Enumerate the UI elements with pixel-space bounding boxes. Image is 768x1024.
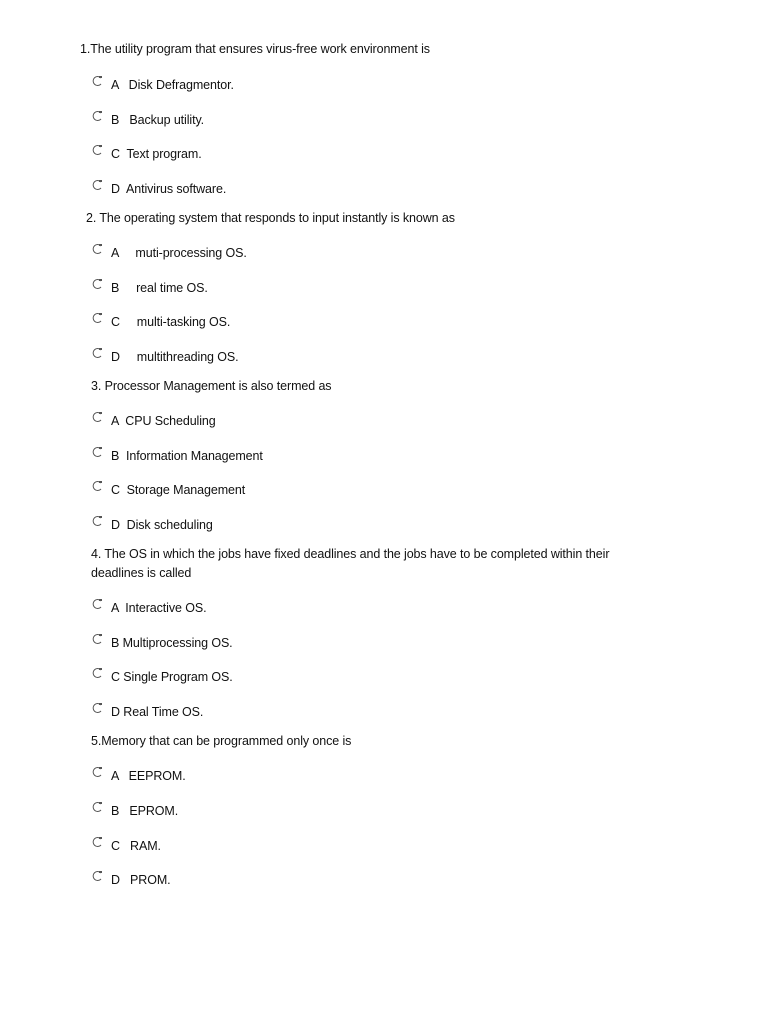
option-label: A muti-processing OS.: [111, 246, 247, 260]
option-label: D multithreading OS.: [111, 350, 239, 364]
radio-icon[interactable]: [91, 110, 103, 122]
radio-icon[interactable]: [91, 278, 103, 290]
option-label: C multi-tasking OS.: [111, 315, 231, 329]
question-3-option-c[interactable]: [91, 481, 245, 499]
question-4-option-c[interactable]: [91, 668, 233, 686]
question-5-option-b[interactable]: [91, 802, 178, 820]
option-label: B EPROM.: [111, 804, 179, 818]
option-label: D PROM.: [111, 873, 171, 887]
radio-icon[interactable]: [91, 515, 103, 527]
option-label: D Real Time OS.: [111, 705, 204, 719]
radio-icon[interactable]: [91, 702, 103, 714]
question-1-option-b[interactable]: [91, 111, 204, 129]
radio-icon[interactable]: [91, 766, 103, 778]
radio-icon[interactable]: [91, 598, 103, 610]
option-label: A CPU Scheduling: [111, 414, 216, 428]
option-label: B Backup utility.: [111, 113, 205, 127]
radio-icon[interactable]: [91, 312, 103, 324]
question-3-text: 3. Processor Management is also termed as: [91, 379, 332, 393]
question-5-option-a[interactable]: [91, 767, 186, 785]
radio-icon[interactable]: [91, 446, 103, 458]
question-1-option-c[interactable]: [91, 145, 202, 163]
radio-icon[interactable]: [91, 75, 103, 87]
option-label: B Information Management: [111, 449, 263, 463]
question-4-option-d[interactable]: [91, 703, 203, 721]
radio-icon[interactable]: [91, 667, 103, 679]
question-1-option-d[interactable]: [91, 180, 226, 198]
option-label: D Antivirus software.: [111, 182, 227, 196]
option-label: A Interactive OS.: [111, 601, 207, 615]
radio-icon[interactable]: [91, 633, 103, 645]
radio-icon[interactable]: [91, 411, 103, 423]
option-label: A Disk Defragmentor.: [111, 78, 234, 92]
question-5-option-c[interactable]: [91, 837, 161, 855]
option-label: B Multiprocessing OS.: [111, 636, 233, 650]
option-label: B real time OS.: [111, 281, 208, 295]
radio-icon[interactable]: [91, 144, 103, 156]
question-2-text: 2. The operating system that responds to input instantly is known as: [86, 211, 455, 225]
radio-icon[interactable]: [91, 179, 103, 191]
radio-icon[interactable]: [91, 870, 103, 882]
option-label: C Single Program OS.: [111, 670, 233, 684]
question-3-option-b[interactable]: [91, 447, 263, 465]
question-2-option-d[interactable]: [91, 348, 239, 366]
option-label: A EEPROM.: [111, 769, 186, 783]
radio-icon[interactable]: [91, 836, 103, 848]
question-2-option-a[interactable]: [91, 244, 247, 262]
question-2-option-b[interactable]: [91, 279, 208, 297]
question-3-option-d[interactable]: [91, 516, 213, 534]
option-label: C Storage Management: [111, 483, 246, 497]
question-4-text: 4. The OS in which the jobs have fixed deadlines and the jobs have to be completed within their deadlines is called: [91, 547, 610, 580]
question-5-text: 5.Memory that can be programmed only once is: [91, 734, 352, 748]
question-4-option-b[interactable]: [91, 634, 233, 652]
question-5-option-d[interactable]: [91, 871, 171, 889]
question-2-option-c[interactable]: [91, 313, 230, 331]
question-1-text: 1.The utility program that ensures virus-free work environment is: [80, 42, 430, 56]
option-label: C Text program.: [111, 147, 202, 161]
radio-icon[interactable]: [91, 480, 103, 492]
radio-icon[interactable]: [91, 347, 103, 359]
question-4-option-a[interactable]: [91, 599, 206, 617]
option-label: D Disk scheduling: [111, 518, 213, 532]
radio-icon[interactable]: [91, 801, 103, 813]
option-label: C RAM.: [111, 839, 161, 853]
radio-icon[interactable]: [91, 243, 103, 255]
question-1-option-a[interactable]: [91, 76, 234, 94]
question-3-option-a[interactable]: [91, 412, 216, 430]
